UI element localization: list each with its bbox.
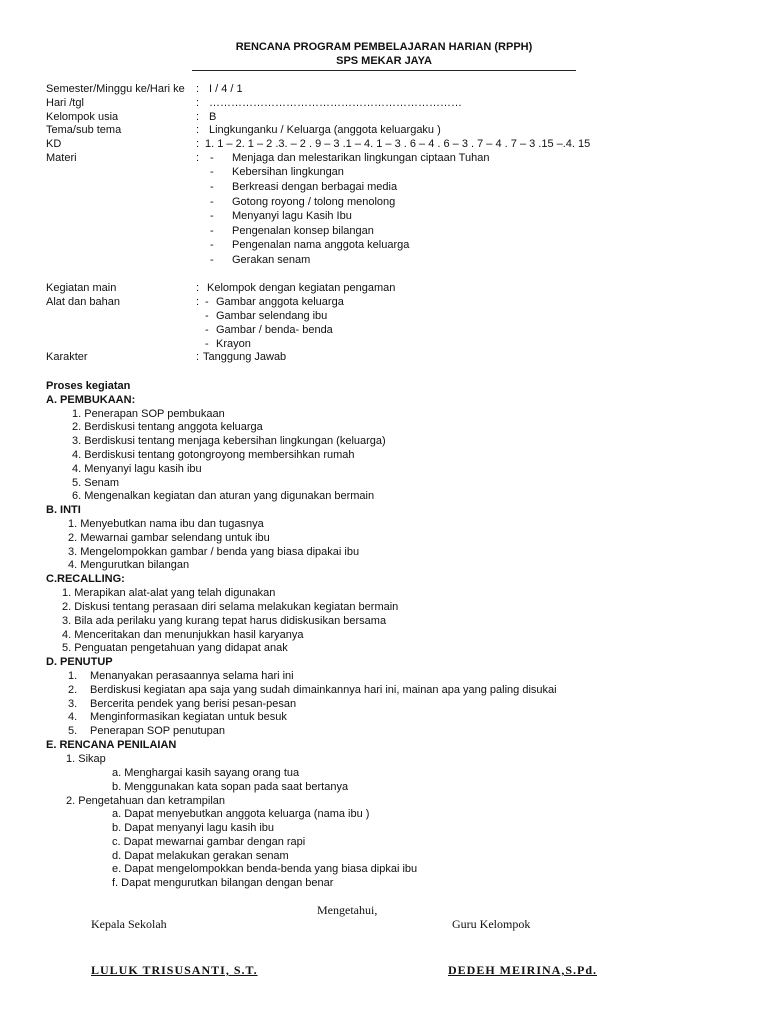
bullet-dash: - [210,239,214,251]
inti-item: 3. Mengelompokkan gambar / benda yang biasa dipakai ibu [68,546,360,558]
bullet-dash: - [205,338,209,350]
penutup-item: Menanyakan perasaannya selama hari ini [90,670,294,682]
proses-heading: Proses kegiatan [46,380,131,392]
karakter-label: Karakter [46,351,88,363]
penutup-item-number: 4. [68,711,78,723]
bullet-dash: - [205,324,209,336]
penutup-item: Bercerita pendek yang berisi pesan-pesan [90,698,297,710]
document-subtitle: SPS MEKAR JAYA [336,55,432,67]
bullet-dash: - [210,166,214,178]
guru-kelompok-name: DEDEH MEIRINA,S.Pd. [448,963,598,977]
tema-value: Lingkunganku / Keluarga (anggota keluargaku ) [209,124,441,136]
kepala-sekolah-label: Kepala Sekolah [91,917,167,931]
kd-value: 1. 1 – 2. 1 – 2 .3. – 2 . 9 – 3 .1 – 4. 1 – 3 . 6 – 4 . 6 – 3 . 7 – 4 . 7 – 3 .15 –.4. 15 [205,138,591,150]
recalling-item: 4. Menceritakan dan menunjukkan hasil karyanya [62,629,304,641]
bullet-dash: - [210,152,214,164]
alat-label: Alat dan bahan [46,296,121,308]
section-heading-penilaian: E. RENCANA PENILAIAN [46,739,177,751]
kelompok-value: B [209,111,217,123]
pembukaan-item: 5. Senam [72,477,120,489]
pembukaan-item: 1. Penerapan SOP pembukaan [72,408,225,420]
document-title: RENCANA PROGRAM PEMBELAJARAN HARIAN (RPPH) [235,41,533,53]
alat-item: Gambar anggota keluarga [216,296,344,308]
pembukaan-item: 3. Berdiskusi tentang menjaga kebersihan lingkungan (keluarga) [72,435,386,447]
sikap-item: a. Menghargai kasih sayang orang tua [112,767,300,779]
bullet-dash: - [210,254,214,266]
bullet-dash: - [210,210,214,222]
semester-value: I / 4 / 1 [209,83,243,95]
pengetahuan-item: d. Dapat melakukan gerakan senam [112,850,289,862]
materi-item: Berkreasi dengan berbagai media [232,181,398,193]
pembukaan-item: 4. Berdiskusi tentang gotongroyong membersihkan rumah [72,449,355,461]
pengetahuan-item: c. Dapat mewarnai gambar dengan rapi [112,836,306,848]
penutup-item-number: 5. [68,725,78,737]
penutup-item-number: 1. [68,670,78,682]
kegiatan-main-label: Kegiatan main [46,282,117,294]
hari-tgl-value: …………………………………………………………… [209,97,462,109]
colon: : [196,296,200,308]
semester-label: Semester/Minggu ke/Hari ke [46,83,185,95]
karakter-value: Tanggung Jawab [203,351,287,363]
materi-item: Gerakan senam [232,254,311,266]
section-heading-inti: B. INTI [46,504,81,516]
kelompok-label: Kelompok usia [46,111,119,123]
materi-item: Menyanyi lagu Kasih Ibu [232,210,352,222]
penutup-item-number: 2. [68,684,78,696]
section-heading-pembukaan: A. PEMBUKAAN: [46,394,136,406]
colon: : [196,97,200,109]
penutup-item: Menginformasikan kegiatan untuk besuk [90,711,287,723]
alat-item: Gambar / benda- benda [216,324,333,336]
materi-item: Menjaga dan melestarikan lingkungan ciptaan Tuhan [232,152,490,164]
bullet-dash: - [210,181,214,193]
pembukaan-item: 6. Mengenalkan kegiatan dan aturan yang digunakan bermain [72,490,375,502]
inti-item: 2. Mewarnai gambar selendang untuk ibu [68,532,270,544]
colon: : [196,83,200,95]
hari-tgl-label: Hari /tgl [46,97,84,109]
kepala-sekolah-name: LULUK TRISUSANTI, S.T. [91,963,258,977]
section-heading-penutup: D. PENUTUP [46,656,113,668]
recalling-item: 5. Penguatan pengetahuan yang didapat anak [62,642,288,654]
pengetahuan-label: 2. Pengetahuan dan ketrampilan [66,795,226,807]
recalling-item: 2. Diskusi tentang perasaan diri selama melakukan kegiatan bermain [62,601,399,613]
materi-item: Pengenalan nama anggota keluarga [232,239,410,251]
colon: : [196,138,200,150]
penutup-item-number: 3. [68,698,78,710]
pengetahuan-item: b. Dapat menyanyi lagu kasih ibu [112,822,275,834]
guru-kelompok-label: Guru Kelompok [452,917,531,931]
alat-item: Gambar selendang ibu [216,310,328,322]
colon: : [196,351,200,363]
section-heading-recalling: C.RECALLING: [46,573,125,585]
sikap-label: 1. Sikap [66,753,106,765]
kd-label: KD [46,138,62,150]
title-divider [192,70,576,71]
sikap-item: b. Menggunakan kata sopan pada saat bertanya [112,781,349,793]
kegiatan-main-value: Kelompok dengan kegiatan pengaman [207,282,396,294]
pengetahuan-item: a. Dapat menyebutkan anggota keluarga (nama ibu ) [112,808,370,820]
materi-label: Materi [46,152,77,164]
pembukaan-item: 2. Berdiskusi tentang anggota keluarga [72,421,263,433]
tema-label: Tema/sub tema [46,124,122,136]
materi-item: Kebersihan lingkungan [232,166,344,178]
mengetahui-text: Mengetahui, [317,903,378,917]
colon: : [196,152,200,164]
recalling-item: 3. Bila ada perilaku yang kurang tepat harus didiskusikan bersama [62,615,387,627]
penutup-item: Penerapan SOP penutupan [90,725,225,737]
bullet-dash: - [210,196,214,208]
bullet-dash: - [205,310,209,322]
pembukaan-item: 4. Menyanyi lagu kasih ibu [72,463,202,475]
materi-item: Gotong royong / tolong menolong [232,196,396,208]
materi-item: Pengenalan konsep bilangan [232,225,374,237]
bullet-dash: - [205,296,209,308]
colon: : [196,124,200,136]
alat-item: Krayon [216,338,251,350]
pengetahuan-item: f. Dapat mengurutkan bilangan dengan benar [112,877,334,889]
inti-item: 4. Mengurutkan bilangan [68,559,190,571]
recalling-item: 1. Merapikan alat-alat yang telah digunakan [62,587,276,599]
inti-item: 1. Menyebutkan nama ibu dan tugasnya [68,518,264,530]
colon: : [196,111,200,123]
pengetahuan-item: e. Dapat mengelompokkan benda-benda yang biasa dipkai ibu [112,863,418,875]
penutup-item: Berdiskusi kegiatan apa saja yang sudah dimainkannya hari ini, mainan apa yang paling disukai [90,684,557,696]
bullet-dash: - [210,225,214,237]
colon: : [196,282,200,294]
